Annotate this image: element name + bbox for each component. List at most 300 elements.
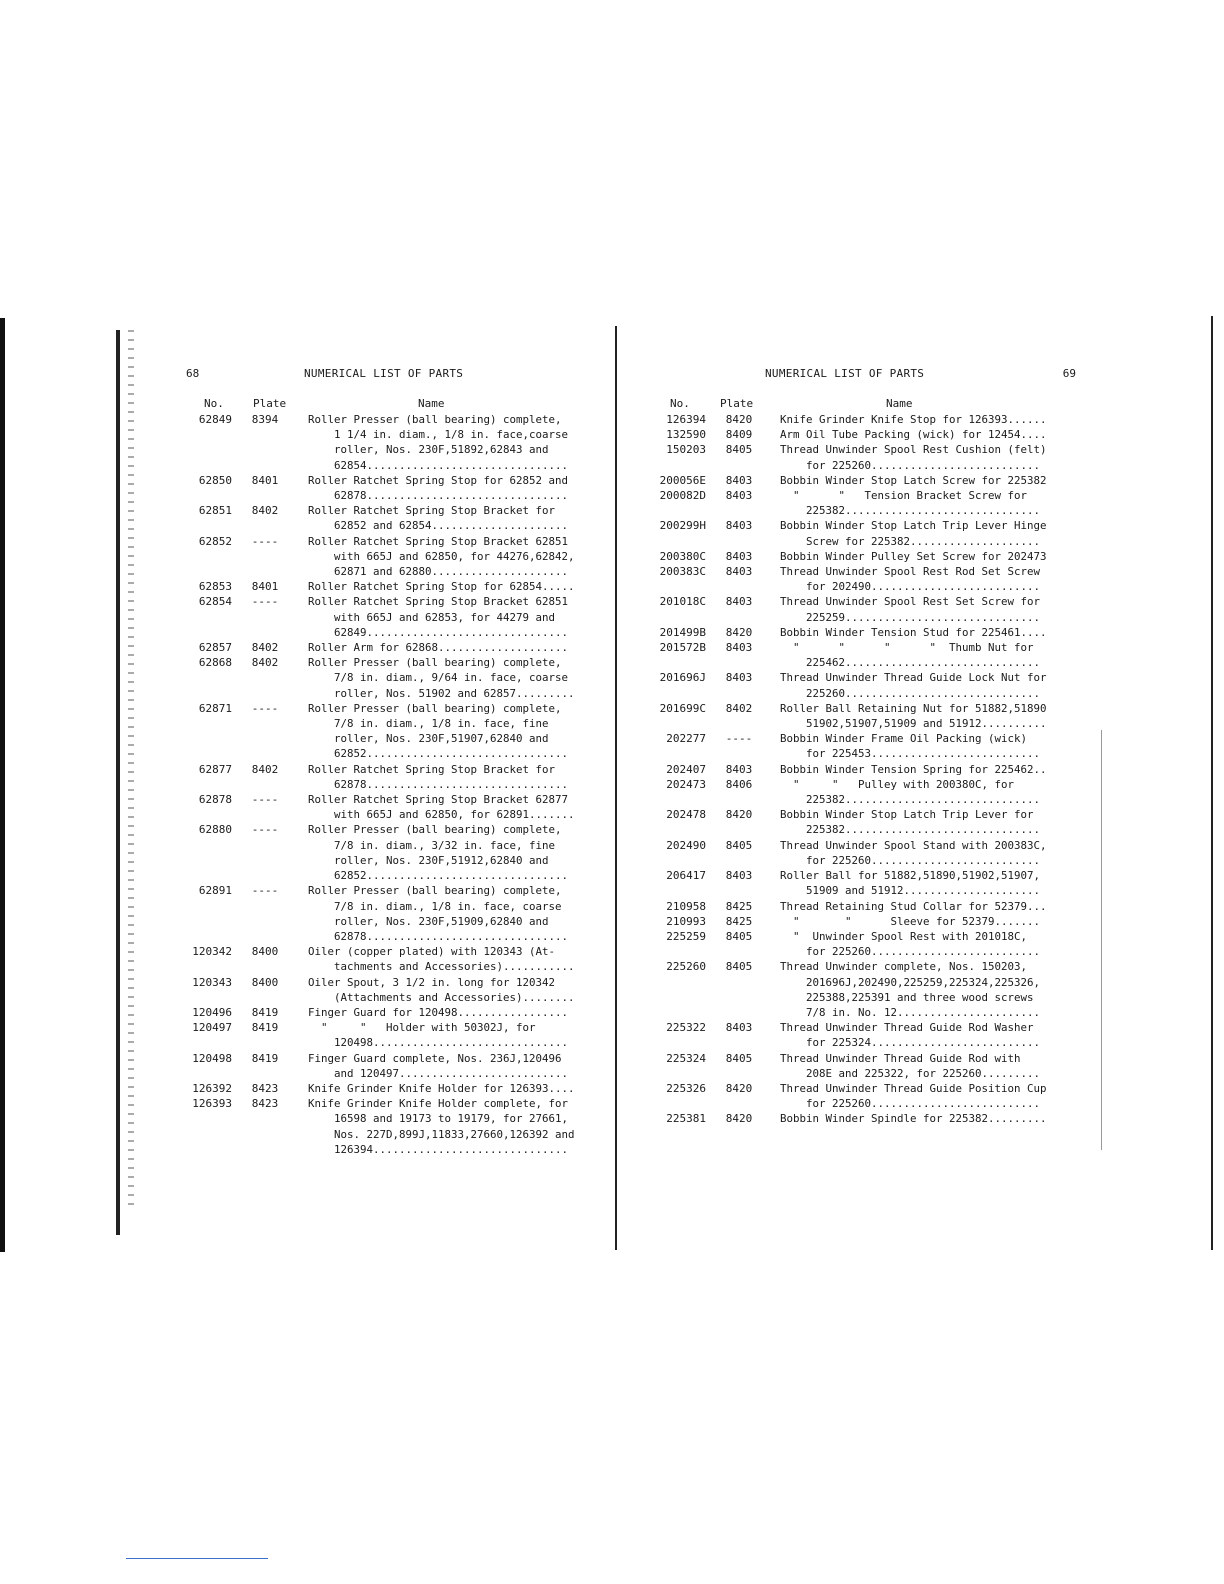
part-name-line: for 225260.......................... bbox=[780, 1097, 1041, 1111]
plate-number: 8405 bbox=[725, 960, 753, 974]
part-number: 120498 bbox=[192, 1051, 232, 1065]
part-name-line: 62852 and 62854..................... bbox=[308, 519, 569, 533]
part-name-line: Arm Oil Tube Packing (wick) for 12454.... bbox=[780, 428, 1047, 442]
page-gutter bbox=[615, 326, 617, 1250]
part-name bbox=[308, 762, 594, 792]
part-name bbox=[308, 412, 594, 473]
header-plate: Plate bbox=[720, 397, 754, 410]
part-entry bbox=[656, 442, 1076, 472]
plate-number: 8402 bbox=[725, 701, 753, 715]
part-number: 62880 bbox=[198, 823, 232, 837]
part-entry bbox=[184, 503, 594, 533]
part-name-line: Nos. 227D,899J,11833,27660,126392 and bbox=[308, 1127, 575, 1141]
plate-number: 8425 bbox=[725, 899, 753, 913]
part-name bbox=[780, 868, 1076, 898]
part-number: 210993 bbox=[666, 914, 706, 928]
part-number: 225326 bbox=[666, 1081, 706, 1095]
part-number: 201699C bbox=[659, 701, 706, 715]
part-name bbox=[308, 1096, 594, 1157]
part-entry bbox=[656, 594, 1076, 624]
plate-number: 8405 bbox=[725, 443, 753, 457]
part-entry bbox=[656, 838, 1076, 868]
part-number: 126392 bbox=[192, 1081, 232, 1095]
part-name bbox=[308, 579, 594, 594]
part-entry bbox=[184, 594, 594, 640]
plate-number: 8420 bbox=[725, 1112, 753, 1126]
part-name-line: Knife Grinder Knife Holder complete, for bbox=[308, 1097, 569, 1111]
part-name-line: Thread Unwinder Thread Guide Rod Washer bbox=[780, 1021, 1034, 1035]
part-name bbox=[780, 549, 1076, 564]
part-entry bbox=[184, 1005, 594, 1020]
part-entry bbox=[656, 625, 1076, 640]
part-name bbox=[780, 473, 1076, 488]
part-name-line: roller, Nos. 230F,51907,62840 and bbox=[308, 732, 549, 746]
plate-number: ---- bbox=[251, 701, 279, 715]
parts-list bbox=[184, 412, 594, 1157]
part-entry bbox=[656, 807, 1076, 837]
part-name-line: " " " " Thumb Nut for bbox=[780, 641, 1034, 655]
part-entry bbox=[184, 1020, 594, 1050]
part-entry bbox=[184, 1096, 594, 1157]
plate-number: 8402 bbox=[251, 762, 279, 776]
part-name bbox=[780, 807, 1076, 837]
plate-number: 8401 bbox=[251, 580, 279, 594]
plate-number: 8403 bbox=[725, 595, 753, 609]
part-name-line: (Attachments and Accessories)........ bbox=[308, 990, 575, 1004]
part-name bbox=[308, 792, 594, 822]
binding-line bbox=[116, 330, 120, 1235]
part-name bbox=[308, 1005, 594, 1020]
part-name-line: 1 1/4 in. diam., 1/8 in. face,coarse bbox=[308, 428, 569, 442]
part-name-line: 7/8 in. diam., 9/64 in. face, coarse bbox=[308, 671, 569, 685]
part-name-line: 7/8 in. diam., 1/8 in. face, coarse bbox=[308, 899, 562, 913]
part-name-line: 120498.............................. bbox=[308, 1036, 569, 1050]
part-name-line: Screw for 225382.................... bbox=[780, 534, 1041, 548]
part-name bbox=[780, 929, 1076, 959]
part-name-line: Thread Retaining Stud Collar for 52379... bbox=[780, 899, 1047, 913]
part-name-line: Thread Unwinder Spool Stand with 200383C, bbox=[780, 838, 1047, 852]
part-number: 202478 bbox=[666, 808, 706, 822]
part-name-line: Thread Unwinder Spool Rest Cushion (felt) bbox=[780, 443, 1047, 457]
part-name-line: 201696J,202490,225259,225324,225326, bbox=[780, 975, 1041, 989]
part-name bbox=[780, 640, 1076, 670]
part-name-line: Roller Presser (ball bearing) complete, bbox=[308, 701, 562, 715]
part-name-line: 62852............................... bbox=[308, 747, 569, 761]
part-number: 202490 bbox=[666, 838, 706, 852]
part-name-line: and 120497.......................... bbox=[308, 1066, 569, 1080]
part-name bbox=[780, 762, 1076, 777]
part-number: 206417 bbox=[666, 869, 706, 883]
part-name bbox=[780, 625, 1076, 640]
footer-link-rule bbox=[126, 1558, 268, 1559]
part-entry bbox=[184, 975, 594, 1005]
part-number: 62868 bbox=[198, 656, 232, 670]
part-entry bbox=[184, 579, 594, 594]
plate-number: 8405 bbox=[725, 929, 753, 943]
plate-number: ---- bbox=[251, 595, 279, 609]
part-name-line: Thread Unwinder Thread Guide Position Cup bbox=[780, 1081, 1047, 1095]
part-name-line: Roller Ratchet Spring Stop for 62852 and bbox=[308, 473, 569, 487]
part-name-line: Finger Guard for 120498................. bbox=[308, 1005, 569, 1019]
part-name-line: Oiler Spout, 3 1/2 in. long for 120342 bbox=[308, 975, 556, 989]
part-entry bbox=[656, 518, 1076, 548]
part-number: 202407 bbox=[666, 762, 706, 776]
part-name-line: Roller Arm for 62868.................... bbox=[308, 641, 569, 655]
part-entry bbox=[184, 822, 594, 883]
part-number: 62852 bbox=[198, 534, 232, 548]
part-name-line: roller, Nos. 51902 and 62857......... bbox=[308, 686, 575, 700]
part-entry bbox=[656, 549, 1076, 564]
part-name bbox=[308, 534, 594, 580]
part-entry bbox=[656, 564, 1076, 594]
part-name-line: " " Sleeve for 52379....... bbox=[780, 914, 1041, 928]
part-entry bbox=[656, 899, 1076, 914]
column-headers bbox=[184, 396, 594, 412]
part-number: 62851 bbox=[198, 504, 232, 518]
part-number: 201499B bbox=[659, 625, 706, 639]
part-number: 201018C bbox=[659, 595, 706, 609]
part-name-line: 7/8 in. No. 12...................... bbox=[780, 1005, 1041, 1019]
part-name-line: 62854............................... bbox=[308, 458, 569, 472]
plate-number: 8423 bbox=[251, 1097, 279, 1111]
part-name-line: with 665J and 62853, for 44279 and bbox=[308, 610, 556, 624]
scan-edge-left bbox=[0, 318, 5, 1252]
part-name-line: Bobbin Winder Spindle for 225382......... bbox=[780, 1112, 1047, 1126]
header-no: No. bbox=[670, 397, 690, 410]
part-name-line: " " Tension Bracket Screw for bbox=[780, 489, 1028, 503]
part-entry bbox=[184, 412, 594, 473]
part-number: 120343 bbox=[192, 975, 232, 989]
part-name bbox=[308, 655, 594, 701]
header-no: No. bbox=[204, 397, 224, 410]
part-number: 120496 bbox=[192, 1005, 232, 1019]
part-entry bbox=[656, 914, 1076, 929]
part-number: 132590 bbox=[666, 428, 706, 442]
part-name-line: Bobbin Winder Stop Latch Trip Lever Hinge bbox=[780, 519, 1047, 533]
part-name bbox=[780, 442, 1076, 472]
plate-number: 8400 bbox=[251, 945, 279, 959]
part-name bbox=[308, 822, 594, 883]
part-number: 150203 bbox=[666, 443, 706, 457]
part-name-line: Roller Ball for 51882,51890,51902,51907, bbox=[780, 869, 1041, 883]
plate-number: 8425 bbox=[725, 914, 753, 928]
plate-number: 8423 bbox=[251, 1081, 279, 1095]
part-name-line: with 665J and 62850, for 62891....... bbox=[308, 808, 575, 822]
part-name bbox=[780, 838, 1076, 868]
part-name-line: Thread Unwinder complete, Nos. 150203, bbox=[780, 960, 1028, 974]
plate-number: 8405 bbox=[725, 1051, 753, 1065]
margin-rule bbox=[1101, 730, 1102, 1150]
parts-list bbox=[656, 412, 1076, 1127]
part-name-line: Finger Guard complete, Nos. 236J,120496 bbox=[308, 1051, 562, 1065]
part-name bbox=[780, 670, 1076, 700]
part-name-line: for 225260.......................... bbox=[780, 853, 1041, 867]
part-name-line: roller, Nos. 230F,51912,62840 and bbox=[308, 853, 549, 867]
plate-number: 8403 bbox=[725, 489, 753, 503]
part-entry bbox=[184, 640, 594, 655]
plate-number: ---- bbox=[725, 732, 753, 746]
header-plate: Plate bbox=[253, 397, 287, 410]
part-entry bbox=[656, 762, 1076, 777]
part-entry bbox=[184, 1051, 594, 1081]
plate-number: 8394 bbox=[251, 413, 279, 426]
part-name-line: 208E and 225322, for 225260......... bbox=[780, 1066, 1041, 1080]
plate-number: 8405 bbox=[725, 838, 753, 852]
page-number: 68 bbox=[186, 367, 200, 380]
column-headers bbox=[656, 396, 1076, 412]
part-name-line: Roller Presser (ball bearing) complete, bbox=[308, 413, 562, 426]
part-entry bbox=[184, 473, 594, 503]
part-name bbox=[780, 1081, 1076, 1111]
part-number: 201696J bbox=[659, 671, 706, 685]
part-name bbox=[780, 701, 1076, 731]
plate-number: 8403 bbox=[725, 641, 753, 655]
part-name bbox=[780, 412, 1076, 427]
part-entry bbox=[656, 701, 1076, 731]
part-name-line: Thread Unwinder Spool Rest Rod Set Screw bbox=[780, 565, 1041, 579]
part-name-line: 62878............................... bbox=[308, 929, 569, 943]
part-number: 62878 bbox=[198, 793, 232, 807]
part-name-line: 62878............................... bbox=[308, 489, 569, 503]
part-name-line: 16598 and 19173 to 19179, for 27661, bbox=[308, 1112, 569, 1126]
plate-number: 8420 bbox=[725, 625, 753, 639]
part-name bbox=[780, 518, 1076, 548]
part-number: 202473 bbox=[666, 777, 706, 791]
part-name-line: 225388,225391 and three wood screws bbox=[780, 990, 1034, 1004]
part-name-line: Knife Grinder Knife Stop for 126393...... bbox=[780, 413, 1047, 426]
part-name-line: roller, Nos. 230F,51909,62840 and bbox=[308, 914, 549, 928]
part-entry bbox=[656, 1020, 1076, 1050]
right-page bbox=[656, 366, 1076, 1127]
part-number: 62857 bbox=[198, 641, 232, 655]
part-name-line: for 225260.......................... bbox=[780, 458, 1041, 472]
part-number: 62854 bbox=[198, 595, 232, 609]
part-name-line: 62871 and 62880..................... bbox=[308, 565, 569, 579]
part-number: 62891 bbox=[198, 884, 232, 898]
part-entry bbox=[184, 792, 594, 822]
part-name-line: 225382.............................. bbox=[780, 504, 1041, 518]
part-name-line: 62852............................... bbox=[308, 869, 569, 883]
part-number: 120497 bbox=[192, 1021, 232, 1035]
part-number: 225381 bbox=[666, 1112, 706, 1126]
part-name-line: Thread Unwinder Thread Guide Rod with bbox=[780, 1051, 1021, 1065]
part-name bbox=[308, 473, 594, 503]
plate-number: 8419 bbox=[251, 1051, 279, 1065]
part-name-line: for 225453.......................... bbox=[780, 747, 1041, 761]
part-entry bbox=[656, 670, 1076, 700]
left-page bbox=[184, 366, 594, 1157]
part-name-line: 62878............................... bbox=[308, 777, 569, 791]
part-entry bbox=[184, 1081, 594, 1096]
part-name bbox=[780, 1111, 1076, 1126]
part-name-line: for 202490.......................... bbox=[780, 580, 1041, 594]
part-name-line: Roller Ratchet Spring Stop Bracket 62877 bbox=[308, 793, 569, 807]
part-name-line: Roller Presser (ball bearing) complete, bbox=[308, 884, 562, 898]
plate-number: 8403 bbox=[725, 671, 753, 685]
part-name-line: " Unwinder Spool Rest with 201018C, bbox=[780, 929, 1028, 943]
part-entry bbox=[184, 762, 594, 792]
part-number: 201572B bbox=[659, 641, 706, 655]
part-name-line: Bobbin Winder Stop Latch Screw for 225382 bbox=[780, 473, 1047, 487]
part-entry bbox=[656, 777, 1076, 807]
part-name-line: 225462.............................. bbox=[780, 656, 1041, 670]
part-name-line: Bobbin Winder Frame Oil Packing (wick) bbox=[780, 732, 1028, 746]
page-title: NUMERICAL LIST OF PARTS bbox=[304, 367, 464, 380]
part-number: 200299H bbox=[659, 519, 706, 533]
page-title: NUMERICAL LIST OF PARTS bbox=[765, 367, 925, 380]
part-name-line: Roller Ratchet Spring Stop Bracket for bbox=[308, 762, 556, 776]
part-number: 62871 bbox=[198, 701, 232, 715]
part-name-line: 51902,51907,51909 and 51912.......... bbox=[780, 717, 1047, 731]
part-name-line: Bobbin Winder Tension Stud for 225461.... bbox=[780, 625, 1047, 639]
part-number: 210958 bbox=[666, 899, 706, 913]
header-name: Name bbox=[418, 397, 445, 410]
part-name-line: Oiler (copper plated) with 120343 (At- bbox=[308, 945, 556, 959]
part-number: 126393 bbox=[192, 1097, 232, 1111]
page-number: 69 bbox=[1062, 367, 1076, 380]
part-name-line: 7/8 in. diam., 1/8 in. face, fine bbox=[308, 717, 549, 731]
part-name-line: Knife Grinder Knife Holder for 126393.... bbox=[308, 1081, 575, 1095]
part-entry bbox=[656, 1111, 1076, 1126]
part-name-line: 225260.............................. bbox=[780, 686, 1041, 700]
part-entry bbox=[656, 731, 1076, 761]
part-entry bbox=[184, 655, 594, 701]
part-name-line: " " Holder with 50302J, for bbox=[308, 1021, 536, 1035]
part-name-line: roller, Nos. 230F,51892,62843 and bbox=[308, 443, 549, 457]
part-entry bbox=[656, 1051, 1076, 1081]
part-name bbox=[308, 594, 594, 640]
plate-number: 8406 bbox=[725, 777, 753, 791]
part-number: 62849 bbox=[198, 413, 232, 426]
part-entry bbox=[656, 488, 1076, 518]
part-name-line: 126394.............................. bbox=[308, 1142, 569, 1156]
part-entry bbox=[656, 640, 1076, 670]
part-name-line: for 225260.......................... bbox=[780, 945, 1041, 959]
part-name-line: Roller Presser (ball bearing) complete, bbox=[308, 823, 562, 837]
part-name bbox=[780, 594, 1076, 624]
part-number: 120342 bbox=[192, 945, 232, 959]
part-name-line: Roller Ball Retaining Nut for 51882,51890 bbox=[780, 701, 1047, 715]
part-entry bbox=[184, 944, 594, 974]
plate-number: 8419 bbox=[251, 1021, 279, 1035]
part-name-line: for 225324.......................... bbox=[780, 1036, 1041, 1050]
part-entry bbox=[184, 701, 594, 762]
part-name-line: Bobbin Winder Tension Spring for 225462.. bbox=[780, 762, 1047, 776]
part-name bbox=[308, 975, 594, 1005]
part-name bbox=[780, 959, 1076, 1020]
part-entry bbox=[656, 412, 1076, 427]
plate-number: 8403 bbox=[725, 1021, 753, 1035]
plate-number: 8403 bbox=[725, 473, 753, 487]
plate-number: ---- bbox=[251, 884, 279, 898]
part-name bbox=[780, 777, 1076, 807]
header-name: Name bbox=[886, 397, 913, 410]
scan-edge-right bbox=[1211, 316, 1213, 1250]
part-name-line: 225382.............................. bbox=[780, 823, 1041, 837]
part-name bbox=[308, 1051, 594, 1081]
part-number: 225260 bbox=[666, 960, 706, 974]
part-name-line: 225259.............................. bbox=[780, 610, 1041, 624]
plate-number: 8403 bbox=[725, 549, 753, 563]
part-name bbox=[780, 914, 1076, 929]
part-entry bbox=[184, 534, 594, 580]
part-name-line: " " Pulley with 200380C, for bbox=[780, 777, 1015, 791]
part-number: 62850 bbox=[198, 473, 232, 487]
part-name bbox=[308, 640, 594, 655]
part-number: 200056E bbox=[659, 473, 706, 487]
part-entry bbox=[656, 1081, 1076, 1111]
running-head bbox=[184, 366, 594, 396]
plate-number: ---- bbox=[251, 823, 279, 837]
part-number: 200380C bbox=[659, 549, 706, 563]
part-number: 62853 bbox=[198, 580, 232, 594]
part-name bbox=[308, 1020, 594, 1050]
part-name bbox=[308, 503, 594, 533]
part-name bbox=[308, 1081, 594, 1096]
part-number: 200082D bbox=[659, 489, 706, 503]
part-name bbox=[780, 731, 1076, 761]
part-name-line: 62849............................... bbox=[308, 625, 569, 639]
part-number: 202277 bbox=[666, 732, 706, 746]
part-name-line: Roller Ratchet Spring Stop Bracket for bbox=[308, 504, 556, 518]
part-number: 200383C bbox=[659, 565, 706, 579]
plate-number: 8400 bbox=[251, 975, 279, 989]
part-number: 225259 bbox=[666, 929, 706, 943]
part-name-line: 51909 and 51912..................... bbox=[780, 884, 1041, 898]
plate-number: 8403 bbox=[725, 762, 753, 776]
binding-perforation bbox=[128, 330, 134, 1210]
part-entry bbox=[656, 473, 1076, 488]
plate-number: 8402 bbox=[251, 504, 279, 518]
part-name-line: Roller Ratchet Spring Stop Bracket 62851 bbox=[308, 534, 569, 548]
plate-number: 8420 bbox=[725, 413, 753, 426]
part-name-line: Roller Ratchet Spring Stop Bracket 62851 bbox=[308, 595, 569, 609]
plate-number: 8420 bbox=[725, 808, 753, 822]
part-name bbox=[780, 1051, 1076, 1081]
part-name-line: Bobbin Winder Pulley Set Screw for 202473 bbox=[780, 549, 1047, 563]
plate-number: 8403 bbox=[725, 869, 753, 883]
plate-number: 8402 bbox=[251, 641, 279, 655]
part-name bbox=[780, 1020, 1076, 1050]
part-name-line: 225382.............................. bbox=[780, 793, 1041, 807]
part-number: 225324 bbox=[666, 1051, 706, 1065]
part-name-line: Bobbin Winder Stop Latch Trip Lever for bbox=[780, 808, 1034, 822]
plate-number: 8420 bbox=[725, 1081, 753, 1095]
plate-number: 8402 bbox=[251, 656, 279, 670]
part-entry bbox=[656, 929, 1076, 959]
part-name bbox=[308, 883, 594, 944]
part-name bbox=[780, 899, 1076, 914]
plate-number: 8409 bbox=[725, 428, 753, 442]
plate-number: ---- bbox=[251, 793, 279, 807]
part-name-line: tachments and Accessories)........... bbox=[308, 960, 575, 974]
plate-number: 8403 bbox=[725, 565, 753, 579]
part-name-line: Thread Unwinder Thread Guide Lock Nut for bbox=[780, 671, 1047, 685]
part-entry bbox=[656, 868, 1076, 898]
part-name-line: Thread Unwinder Spool Rest Set Screw for bbox=[780, 595, 1041, 609]
part-entry bbox=[656, 959, 1076, 1020]
part-name-line: 7/8 in. diam., 3/32 in. face, fine bbox=[308, 838, 556, 852]
running-head bbox=[656, 366, 1076, 396]
part-number: 62877 bbox=[198, 762, 232, 776]
part-name bbox=[780, 488, 1076, 518]
part-entry bbox=[656, 427, 1076, 442]
plate-number: 8401 bbox=[251, 473, 279, 487]
part-name-line: with 665J and 62850, for 44276,62842, bbox=[308, 549, 575, 563]
part-name bbox=[780, 427, 1076, 442]
part-name bbox=[308, 944, 594, 974]
part-entry bbox=[184, 883, 594, 944]
